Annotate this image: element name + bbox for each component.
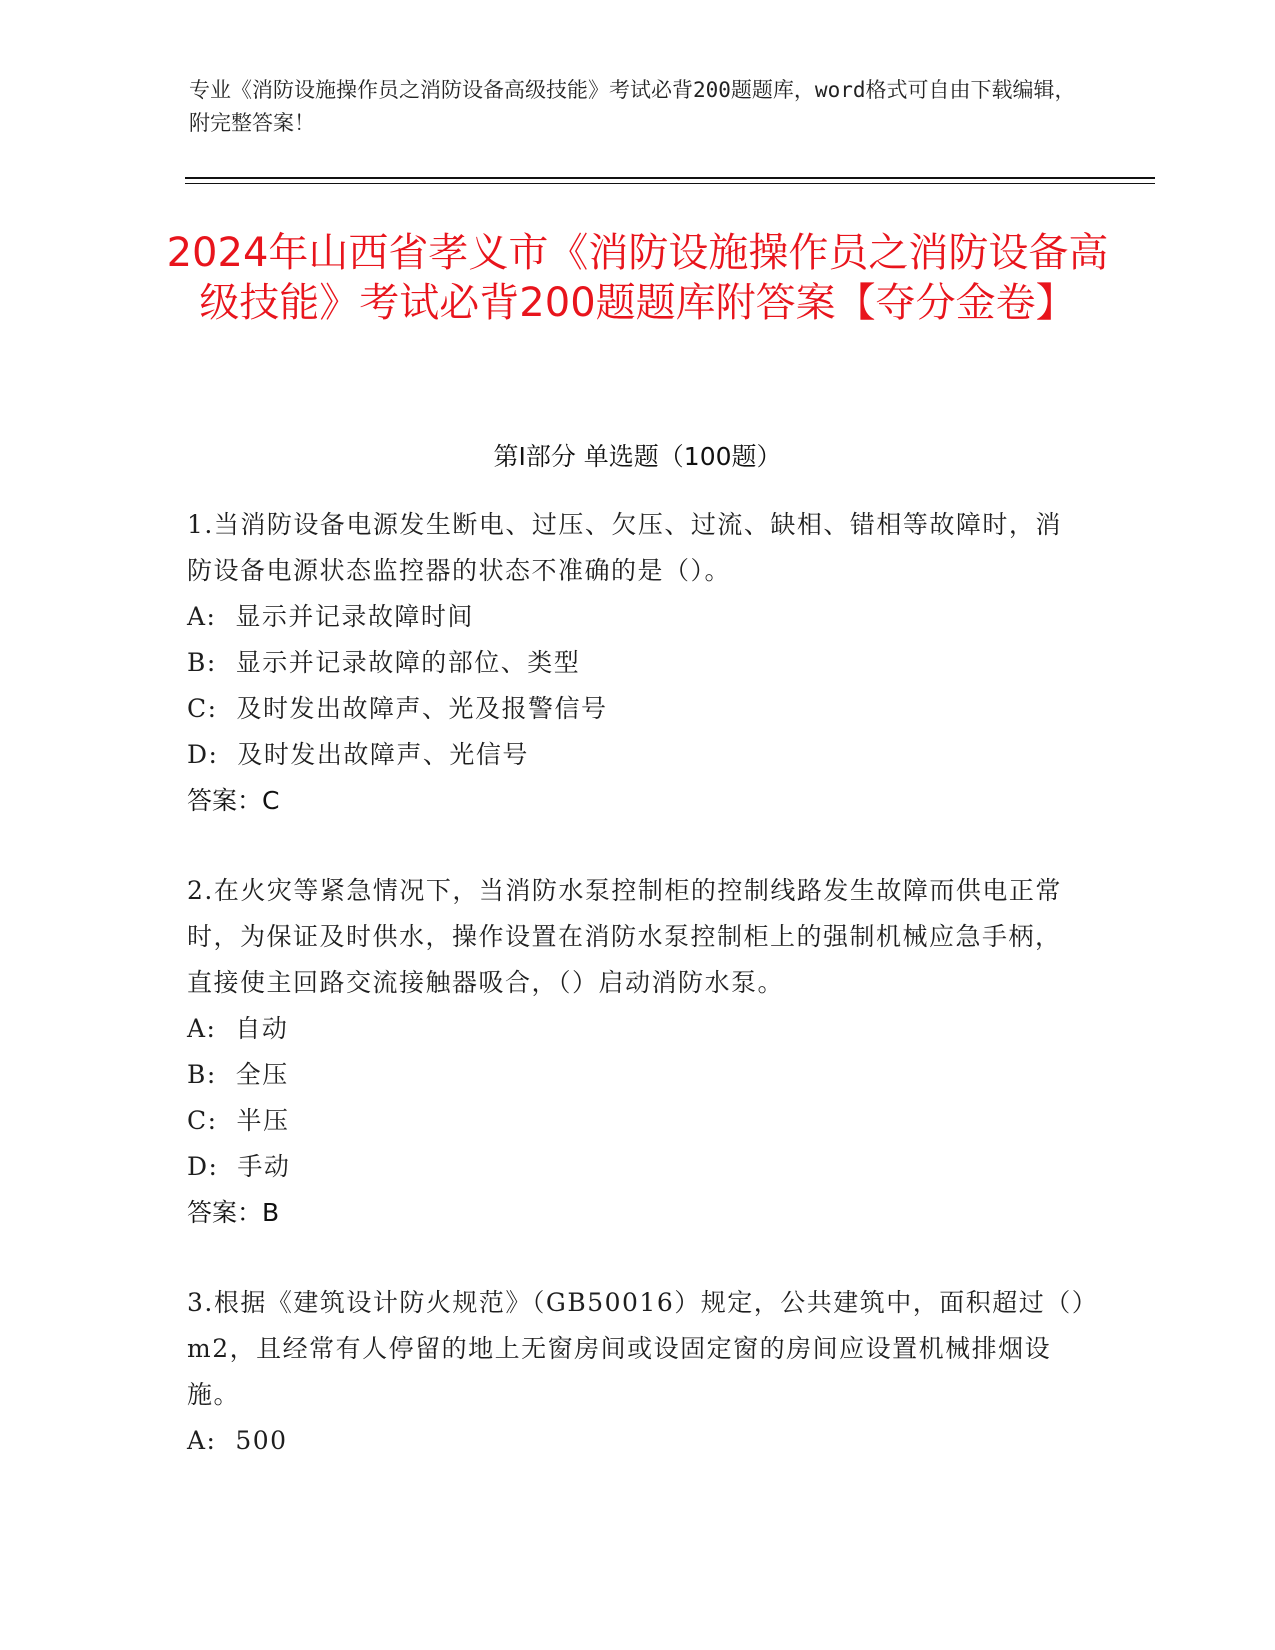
option-b: B: 全压 xyxy=(187,1060,289,1089)
answer: 答案：C xyxy=(187,786,280,815)
option-a: A: 500 xyxy=(187,1426,288,1455)
question-2 xyxy=(187,868,1087,1236)
question-1 xyxy=(187,502,1087,824)
option-d: D: 手动 xyxy=(187,1152,291,1181)
document-title: 2024年山西省孝义市《消防设施操作员之消防设备高级技能》考试必背200题题库附答案【夺分金卷】 xyxy=(166,230,1109,326)
question-text: 3.根据《建筑设计防火规范》（GB50016）规定，公共建筑中，面积超过（）m2，且经常有人停留的地上无窗房间或设固定窗的房间应设置机械排烟设施。 xyxy=(187,1288,1086,1409)
header-note: 专业《消防设施操作员之消防设备高级技能》考试必背200题题库，word格式可自由下载编辑，附完整答案！ xyxy=(189,78,1076,135)
option-c: C: 半压 xyxy=(187,1106,290,1135)
question-3 xyxy=(187,1280,1087,1464)
option-d: D: 及时发出故障声、光信号 xyxy=(187,740,529,769)
header-divider-thin xyxy=(185,183,1155,184)
option-a: A: 显示并记录故障时间 xyxy=(187,602,474,631)
option-a: A: 自动 xyxy=(187,1014,289,1043)
option-b: B: 显示并记录故障的部位、类型 xyxy=(187,648,581,677)
section-heading: 第Ⅰ部分 单选题（100题） xyxy=(493,442,782,471)
question-text: 1.当消防设备电源发生断电、过压、欠压、过流、缺相、错相等故障时，消防设备电源状态监控器的状态不准确的是（）。 xyxy=(187,510,1062,585)
question-text: 2.在火灾等紧急情况下，当消防水泵控制柜的控制线路发生故障而供电正常时，为保证及时供水，操作设置在消防水泵控制柜上的强制机械应急手柄，直接使主回路交流接触器吸合，（）启动消防水泵。 xyxy=(187,876,1062,997)
option-c: C: 及时发出故障声、光及报警信号 xyxy=(187,694,608,723)
header-divider-thick xyxy=(185,177,1155,179)
answer: 答案：B xyxy=(187,1198,280,1227)
